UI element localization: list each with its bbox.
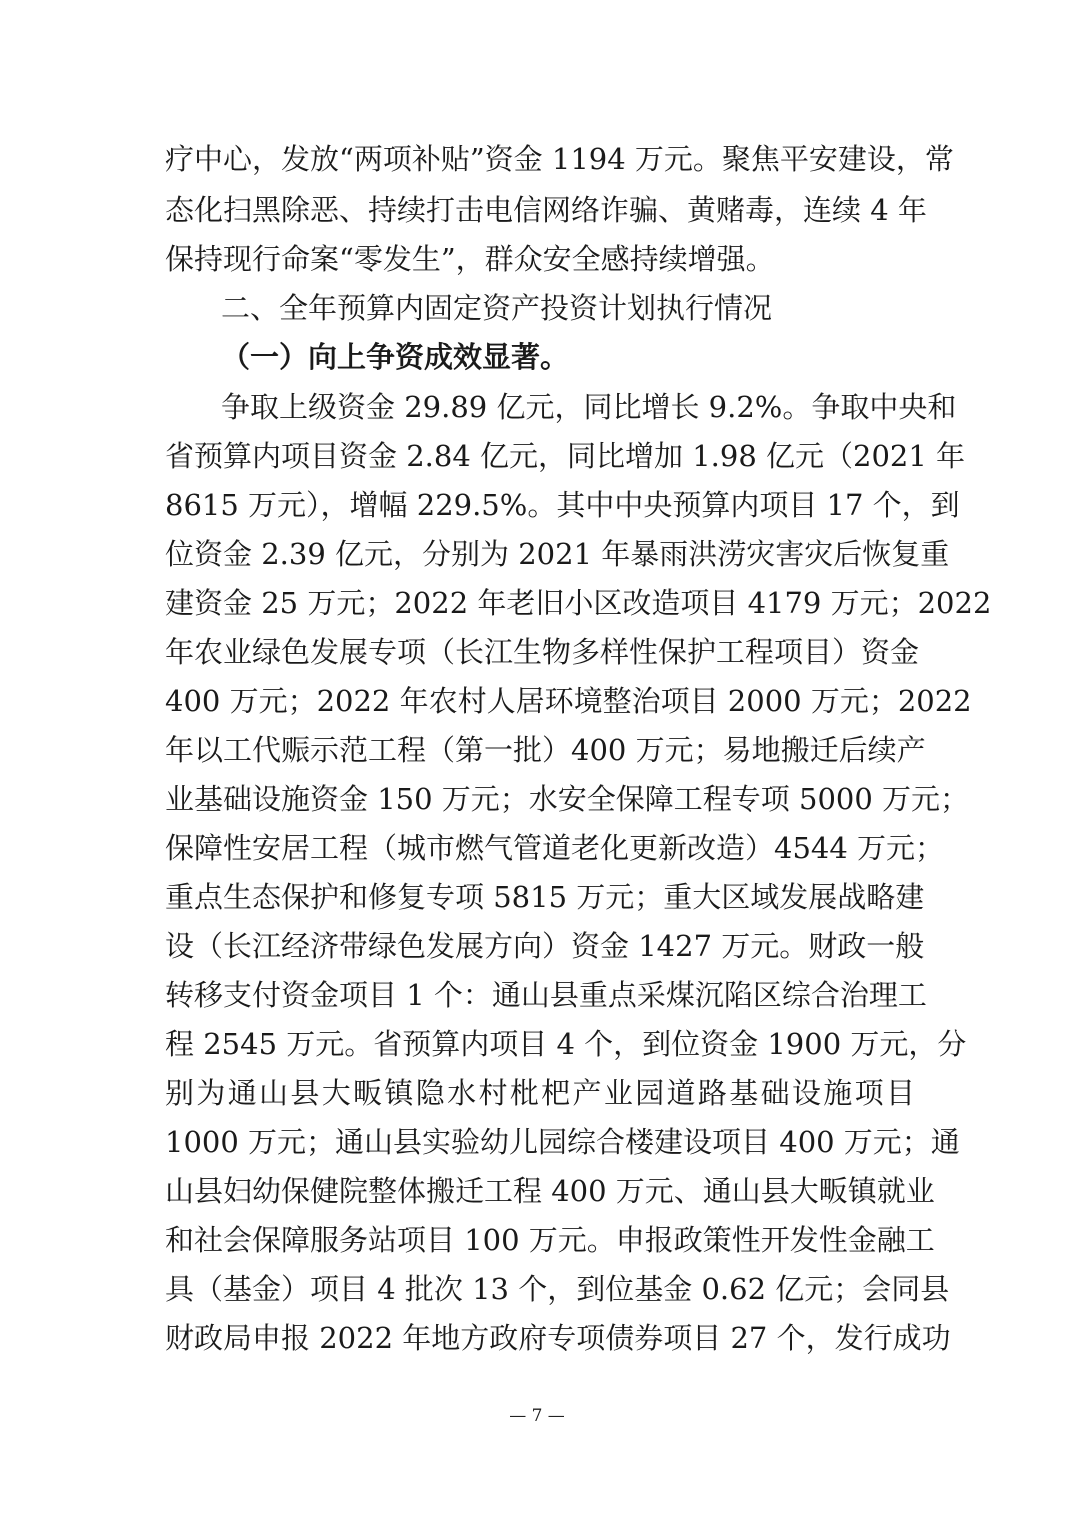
body-text-line: 具（基金）项目 4 批次 13 个，到位基金 0.62 亿元；会同县	[165, 1272, 950, 1306]
body-text-line: 和社会保障服务站项目 100 万元。申报政策性开发性金融工	[165, 1223, 935, 1257]
body-text-line: 8615 万元），增幅 229.5%。其中中央预算内项目 17 个，到	[165, 488, 960, 522]
page-number: — 7 —	[509, 1406, 565, 1426]
body-text-line: 1000 万元；通山县实验幼儿园综合楼建设项目 400 万元；通	[165, 1125, 960, 1159]
body-text-line: 疗中心，发放“两项补贴”资金 1194 万元。聚焦平安建设，常	[165, 142, 954, 176]
body-text-line: 程 2545 万元。省预算内项目 4 个，到位资金 1900 万元，分	[165, 1027, 967, 1061]
body-text-line: 设（长江经济带绿色发展方向）资金 1427 万元。财政一般	[165, 929, 925, 963]
body-text-line: 重点生态保护和修复专项 5815 万元；重大区域发展战略建	[165, 880, 925, 914]
body-text-line: 财政局申报 2022 年地方政府专项债券项目 27 个，发行成功	[165, 1321, 951, 1355]
body-text-line: 别为通山县大畈镇隐水村枇杷产业园道路基础设施项目	[165, 1076, 915, 1110]
body-text-line: 年农业绿色发展专项（长江生物多样性保护工程项目）资金	[165, 635, 920, 669]
body-text-line: 位资金 2.39 亿元，分别为 2021 年暴雨洪涝灾害灾后恢复重	[165, 537, 950, 571]
body-text-line: 保障性安居工程（城市燃气管道老化更新改造）4544 万元；	[165, 831, 945, 865]
section-heading: 二、全年预算内固定资产投资计划执行情况	[221, 291, 773, 325]
body-text-line: 保持现行命案“零发生”，群众安全感持续增强。	[165, 242, 775, 276]
body-text-line: 山县妇幼保健院整体搬迁工程 400 万元、通山县大畈镇就业	[165, 1174, 935, 1208]
body-text-line: 转移支付资金项目 1 个：通山县重点采煤沉陷区综合治理工	[165, 978, 927, 1012]
body-text-line: 400 万元；2022 年农村人居环境整治项目 2000 万元；2022	[165, 684, 972, 718]
body-text-line: 争取上级资金 29.89 亿元，同比增长 9.2%。争取中央和	[221, 390, 957, 424]
body-text-line: 年以工代赈示范工程（第一批）400 万元；易地搬迁后续产	[165, 733, 926, 767]
body-text-line: 业基础设施资金 150 万元；水安全保障工程专项 5000 万元；	[165, 782, 970, 816]
body-text-line: 建资金 25 万元；2022 年老旧小区改造项目 4179 万元；2022	[165, 586, 992, 620]
body-text-line: 态化扫黑除恶、持续打击电信网络诈骗、黄赌毒，连续 4 年	[165, 193, 927, 227]
body-text-line: 省预算内项目资金 2.84 亿元，同比增加 1.98 亿元（2021 年	[165, 439, 966, 473]
subsection-heading: （一）向上争资成效显著。	[221, 340, 570, 374]
